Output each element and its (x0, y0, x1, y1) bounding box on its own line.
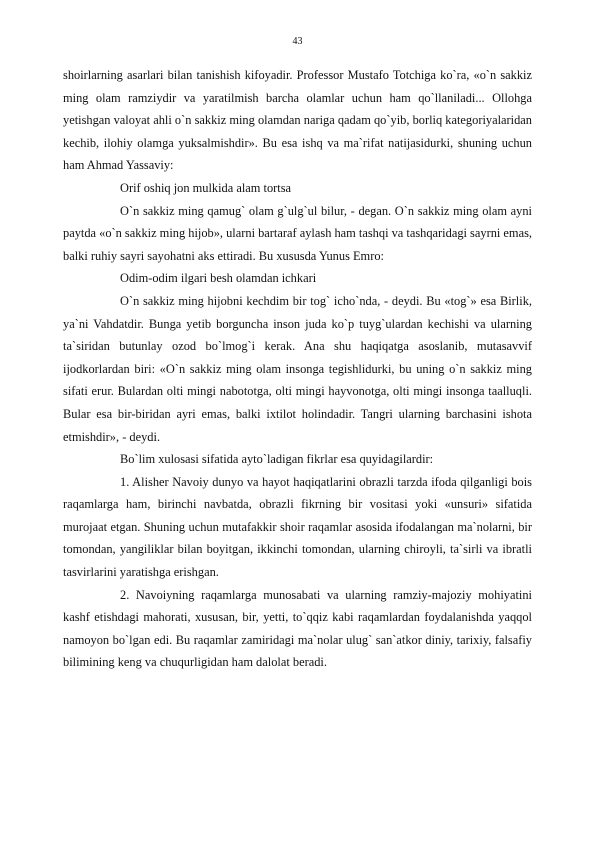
page-number: 43 (292, 36, 303, 47)
document-body (63, 64, 532, 674)
poem-line: Orif oshiq jon mulkida alam tortsa (120, 180, 292, 195)
summary-point-2: 2. Navoiyning raqamlarga munosabati va ularning ramziy-majoziy mohiyatini kashf etishdagi mahorati, xususan, bir, yetti, to`qqiz kabi raqamlardan foydalanishda yaqqol namoyon bo`lgan edi. Bu raqamlar zamiridagi ma`nolar ulug` san`atkor diniy, tarixiy, falsafiy bilimining keng va chuqurligidan ham dalolat beradi. (63, 587, 532, 670)
paragraph: O`n sakkiz ming qamug` olam g`ulg`ul bilur, - degan. O`n sakkiz ming olam ayni paytda «o`n sakkiz ming hijob», ularni bartaraf aylash ham tashqi va tashqaridagi sayrni emas, balki ruhiy sayri sayohatni aks ettiradi. Bu xususda Yunus Emro: (63, 203, 532, 263)
paragraph: O`n sakkiz ming hijobni kechdim bir tog` icho`nda, - deydi. Bu «tog`» esa Birlik, ya`ni Vahdatdir. Bunga yetib borguncha inson juda ko`p tuyg`ulardan kechishi va ularning ta`siridan butunlay ozod bo`lmog`i kerak. Ana shu haqiqatga asoslanib, mutasavvif ijodkorlardan biri: «O`n sakkiz ming olam insonga tegishlidurki, bu uning o`n sakkiz ming sifati erur. Bulardan olti mingi nabototga, olti mingi hayvonotga, olti mingi insonga taalluqli. Bular esa bir-biridan ayri emas, balki ixtilot holindadir. Tangri ularning barchasini ishota etmishdir», - deydi. (63, 293, 532, 444)
section-summary-intro: Bo`lim xulosasi sifatida ayto`ladigan fikrlar esa quyidagilardir: (120, 452, 434, 467)
poem-line: Odim-odim ilgari besh olamdan ichkari (120, 271, 317, 286)
paragraph-continuation: shoirlarning asarlari bilan tanishish kifoyadir. Professor Mustafo Totchiga ko`ra, «o`n sakkiz ming olam ramziydir va yaratilmish barcha olamlar uchun ham qo`llaniladi... Ollohga yetishgan valoyat ahli o`n sakkiz ming olamdan nariga qadam qo`yib, borliq kategoriyalaridan kechib, ilohiy olamga yuksalmishdir». Bu esa ishq va ma`rifat natijasidurki, shuning uchun ham Ahmad Yassaviy: (63, 68, 532, 173)
summary-point-1: 1. Alisher Navoiy dunyo va hayot haqiqatlarini obrazli tarzda ifoda qilganligi bois raqamlarga ham, birinchi navbatda, obrazli fikrning bir vositasi yoki «unsuri» sifatida murojaat etgan. Shuning uchun mutafakkir shoir raqamlar asosida ifodalangan ma`nolarni, bir tomondan, yangiliklar bilan boyitgan, ikkinchi tomondan, ularning chiroyli, ta`sirli va ibratli tasvirlarini yaratishga erishgan. (63, 474, 532, 580)
